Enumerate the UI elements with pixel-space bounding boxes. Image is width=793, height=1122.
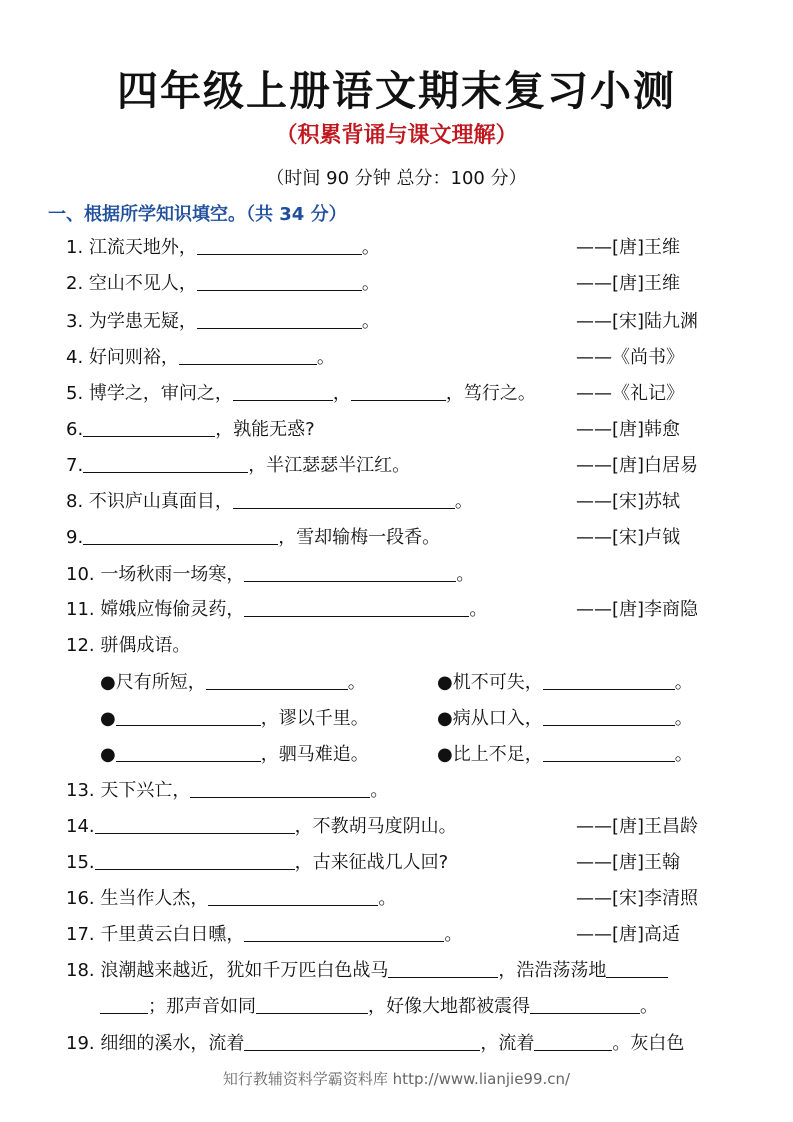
question-text: 8. 不识庐山真面目， bbox=[66, 491, 233, 512]
answer-blank[interactable] bbox=[83, 526, 278, 545]
answer-blank[interactable] bbox=[83, 454, 248, 473]
question-number: 7. bbox=[66, 455, 84, 476]
question-text: ，不教胡马度阴山。 bbox=[294, 816, 457, 837]
question-18-cont bbox=[100, 995, 658, 1019]
punct: 。 bbox=[378, 888, 397, 909]
question-8 bbox=[66, 490, 473, 514]
answer-blank[interactable] bbox=[388, 959, 498, 978]
question-number: 14. bbox=[66, 816, 95, 837]
question-text: 10. 一场秋雨一场寒， bbox=[66, 564, 245, 585]
question-number: 6. bbox=[66, 419, 84, 440]
question-text: 。灰白色 bbox=[612, 1033, 685, 1054]
question-4 bbox=[66, 346, 335, 370]
author-5: ——《礼记》 bbox=[576, 383, 684, 404]
bullet: ● bbox=[100, 708, 116, 729]
answer-blank[interactable] bbox=[116, 707, 261, 726]
author-3: ——[宋]陆九渊 bbox=[576, 311, 699, 332]
question-14 bbox=[66, 815, 457, 839]
author-6: ——[唐]韩愈 bbox=[576, 419, 681, 440]
idiom-6 bbox=[437, 743, 693, 767]
question-13 bbox=[66, 779, 388, 803]
page-title: 四年级上册语文期末复习小测 bbox=[117, 67, 676, 115]
idiom-text: ，谬以千里。 bbox=[260, 708, 369, 729]
section-heading: 一、根据所学知识填空。（共 34 分） bbox=[48, 204, 347, 225]
question-12: 12. 骈偶成语。 bbox=[66, 635, 191, 656]
punct: ， bbox=[332, 383, 351, 404]
punct: 。 bbox=[444, 924, 463, 945]
idiom-text: ●尺有所短， bbox=[100, 672, 206, 693]
question-text: ，流着 bbox=[480, 1033, 535, 1054]
author-4: ——《尚书》 bbox=[576, 347, 684, 368]
author-7: ——[唐]白居易 bbox=[576, 455, 699, 476]
idiom-4 bbox=[437, 707, 693, 731]
idiom-text: ●比上不足， bbox=[437, 744, 543, 765]
punct: 。 bbox=[361, 311, 380, 332]
answer-blank[interactable] bbox=[100, 995, 148, 1014]
author-14: ——[唐]王昌龄 bbox=[576, 816, 699, 837]
punct: 。 bbox=[469, 599, 488, 620]
idiom-3 bbox=[100, 707, 369, 731]
question-text: 17. 千里黄云白日曛， bbox=[66, 924, 245, 945]
idiom-text: ，驷马难追。 bbox=[260, 744, 369, 765]
question-text: ，浩浩荡荡地 bbox=[498, 960, 607, 981]
answer-blank[interactable] bbox=[83, 418, 215, 437]
answer-blank[interactable] bbox=[197, 236, 362, 255]
author-17: ——[唐]高适 bbox=[576, 924, 681, 945]
question-text: 4. 好问则裕， bbox=[66, 347, 179, 368]
idiom-text: ●机不可失， bbox=[437, 672, 543, 693]
punct: 。 bbox=[361, 237, 380, 258]
answer-blank[interactable] bbox=[233, 490, 455, 509]
question-text: 16. 生当作人杰， bbox=[66, 888, 209, 909]
question-text: ，半江瑟瑟半江红。 bbox=[248, 455, 411, 476]
question-3 bbox=[66, 310, 380, 334]
idiom-5 bbox=[100, 743, 369, 767]
answer-blank[interactable] bbox=[543, 743, 675, 762]
footer-watermark: 知行教辅资料学霸资料库 http://www.lianjie99.cn/ bbox=[222, 1070, 571, 1088]
answer-blank[interactable] bbox=[95, 851, 295, 870]
idiom-text: ●病从口入， bbox=[437, 708, 543, 729]
question-text: 2. 空山不见人， bbox=[66, 273, 197, 294]
question-16 bbox=[66, 887, 396, 911]
answer-blank[interactable] bbox=[179, 346, 317, 365]
answer-blank[interactable] bbox=[116, 743, 261, 762]
answer-blank[interactable] bbox=[534, 1032, 612, 1051]
time-info: （时间 90 分钟 总分：100 分） bbox=[266, 168, 527, 189]
question-17 bbox=[66, 923, 462, 947]
punct: 。 bbox=[347, 672, 366, 693]
punct: 。 bbox=[454, 491, 473, 512]
answer-blank[interactable] bbox=[606, 959, 668, 978]
question-text: ；那声音如同 bbox=[148, 996, 256, 1017]
question-10 bbox=[66, 563, 474, 587]
answer-blank[interactable] bbox=[233, 382, 333, 401]
question-2 bbox=[66, 272, 380, 296]
idiom-1 bbox=[100, 671, 366, 695]
page-subtitle: （积累背诵与课文理解） bbox=[275, 123, 518, 148]
answer-blank[interactable] bbox=[244, 598, 469, 617]
punct: 。 bbox=[456, 564, 475, 585]
question-19 bbox=[66, 1032, 684, 1056]
question-18 bbox=[66, 959, 668, 983]
answer-blank[interactable] bbox=[543, 671, 675, 690]
answer-blank[interactable] bbox=[543, 707, 675, 726]
question-number: 15. bbox=[66, 852, 95, 873]
question-text: 11. 嫦娥应悔偷灵药， bbox=[66, 599, 245, 620]
idiom-2 bbox=[437, 671, 693, 695]
answer-blank[interactable] bbox=[208, 887, 378, 906]
author-8: ——[宋]苏轼 bbox=[576, 491, 681, 512]
question-text: 19. 细细的溪水，流着 bbox=[66, 1033, 245, 1054]
question-1 bbox=[66, 236, 380, 260]
question-15 bbox=[66, 851, 448, 875]
question-number: 9. bbox=[66, 527, 84, 548]
author-9: ——[宋]卢钺 bbox=[576, 527, 681, 548]
author-11: ——[唐]李商隐 bbox=[576, 599, 699, 620]
author-1: ——[唐]王维 bbox=[576, 237, 681, 258]
answer-blank[interactable] bbox=[244, 923, 444, 942]
question-11 bbox=[66, 598, 487, 622]
question-text: 18. 浪潮越来越近，犹如千万匹白色战马 bbox=[66, 960, 389, 981]
punct: 。 bbox=[370, 780, 389, 801]
question-text: 1. 江流天地外， bbox=[66, 237, 197, 258]
question-text: 13. 天下兴亡， bbox=[66, 780, 191, 801]
question-text: 5. 博学之，审问之， bbox=[66, 383, 233, 404]
question-text: 3. 为学患无疑， bbox=[66, 311, 197, 332]
answer-blank[interactable] bbox=[351, 382, 446, 401]
question-text: ，笃行之。 bbox=[445, 383, 536, 404]
author-15: ——[唐]王翰 bbox=[576, 852, 681, 873]
author-16: ——[宋]李清照 bbox=[576, 888, 699, 909]
punct: 。 bbox=[316, 347, 335, 368]
question-text: ，孰能无惑? bbox=[215, 419, 315, 440]
question-9 bbox=[66, 526, 440, 550]
answer-blank[interactable] bbox=[197, 272, 362, 291]
question-6 bbox=[66, 418, 315, 442]
question-text: ，好像大地都被震得 bbox=[368, 996, 530, 1017]
question-text: ，雪却输梅一段香。 bbox=[278, 527, 441, 548]
question-7 bbox=[66, 454, 410, 478]
bullet: ● bbox=[100, 744, 116, 765]
answer-blank[interactable] bbox=[256, 995, 368, 1014]
author-2: ——[唐]王维 bbox=[576, 273, 681, 294]
punct: 。 bbox=[674, 708, 693, 729]
answer-blank[interactable] bbox=[244, 563, 456, 582]
punct: 。 bbox=[640, 996, 658, 1017]
answer-blank[interactable] bbox=[197, 310, 362, 329]
punct: 。 bbox=[674, 672, 693, 693]
answer-blank[interactable] bbox=[206, 671, 348, 690]
answer-blank[interactable] bbox=[530, 995, 640, 1014]
question-text: ，古来征战几人回? bbox=[294, 852, 449, 873]
answer-blank[interactable] bbox=[244, 1032, 480, 1051]
question-5 bbox=[66, 382, 536, 406]
punct: 。 bbox=[361, 273, 380, 294]
answer-blank[interactable] bbox=[95, 815, 295, 834]
punct: 。 bbox=[674, 744, 693, 765]
answer-blank[interactable] bbox=[190, 779, 370, 798]
